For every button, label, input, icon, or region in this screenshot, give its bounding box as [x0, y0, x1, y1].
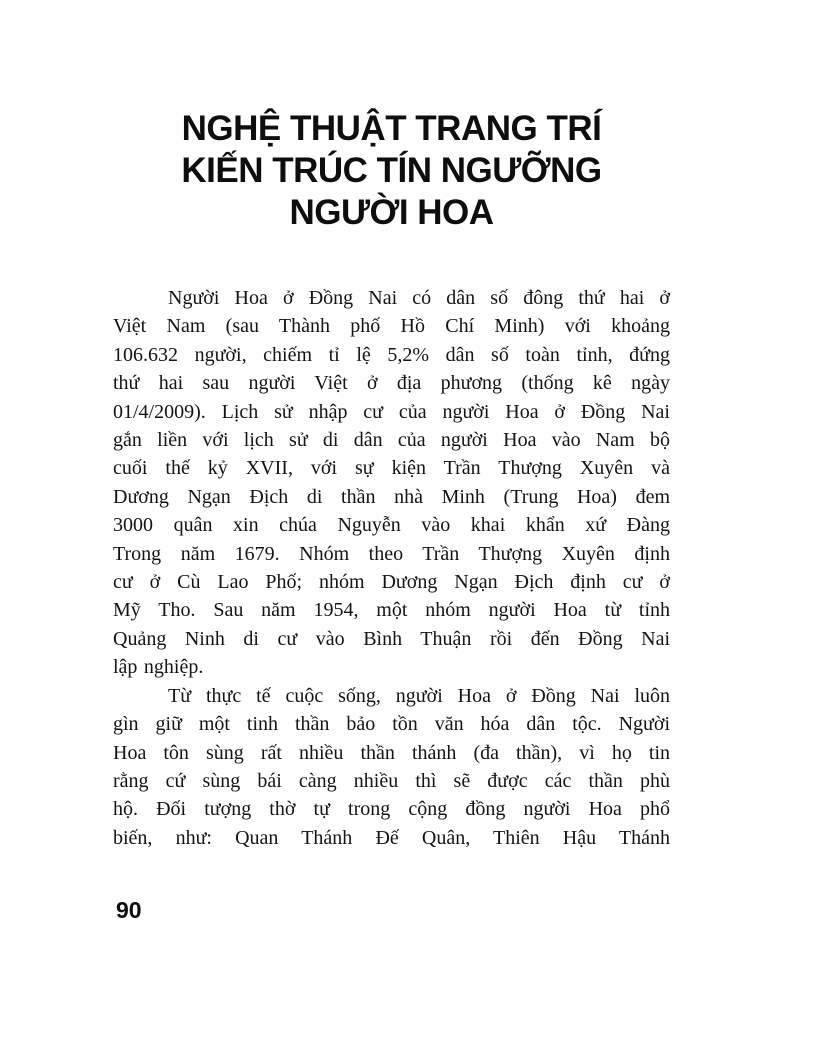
text-line: KIẾN TRÚC TÍN NGƯỠNG — [181, 151, 602, 190]
text-line: cư ở Cù Lao Phố; nhóm Dương Ngạn Địch định cư ở — [113, 571, 670, 594]
paragraph — [113, 682, 670, 852]
text-line: rằng cứ sùng bái càng nhiều thì sẽ được các thần phù — [113, 769, 670, 792]
text-line: Trong năm 1679. Nhóm theo Trần Thượng Xuyên định — [113, 542, 670, 565]
text-line: Từ thực tế cuộc sống, người Hoa ở Đồng Nai luôn — [168, 684, 670, 707]
text-line: 01/4/2009). Lịch sử nhập cư của người Hoa ở Đồng Nai — [113, 400, 670, 423]
text-line: NGƯỜI HOA — [289, 193, 494, 232]
text-line: biến, như: Quan Thánh Đế Quân, Thiên Hậu Thánh — [113, 826, 670, 849]
body-text — [113, 284, 670, 852]
text-line: gắn liền với lịch sử di dân của người Hoa vào Nam bộ — [113, 429, 670, 452]
text-line: NGHỆ THUẬT TRANG TRÍ — [181, 109, 602, 148]
text-line: Mỹ Tho. Sau năm 1954, một nhóm người Hoa từ tỉnh — [113, 599, 670, 622]
text-line: cuối thế kỷ XVII, với sự kiện Trần Thượng Xuyên và — [113, 457, 670, 480]
text-line: 3000 quân xin chúa Nguyễn vào khai khẩn xứ Đàng — [113, 514, 670, 537]
text-line: gìn giữ một tinh thần bảo tồn văn hóa dân tộc. Người — [113, 713, 670, 736]
text-line: lập nghiệp. — [113, 656, 204, 679]
chapter-title — [113, 108, 670, 234]
text-line: hộ. Đối tượng thờ tự trong cộng đồng người Hoa phổ — [113, 798, 670, 821]
page-number: 90 — [116, 897, 142, 923]
text-line: Quảng Ninh di cư vào Bình Thuận rồi đến Đồng Nai — [113, 627, 670, 650]
paragraph — [113, 284, 670, 682]
text-line: Người Hoa ở Đồng Nai có dân số đông thứ hai ở — [168, 287, 670, 309]
text-line: 106.632 người, chiếm tỉ lệ 5,2% dân số toàn tỉnh, đứng — [113, 343, 670, 366]
text-line: thứ hai sau người Việt ở địa phương (thống kê ngày — [113, 372, 670, 395]
text-line: Dương Ngạn Địch di thần nhà Minh (Trung Hoa) đem — [113, 485, 670, 508]
text-line: Hoa tôn sùng rất nhiều thần thánh (đa thần), vì họ tin — [113, 741, 670, 764]
text-line: Việt Nam (sau Thành phố Hồ Chí Minh) với khoảng — [113, 315, 670, 338]
